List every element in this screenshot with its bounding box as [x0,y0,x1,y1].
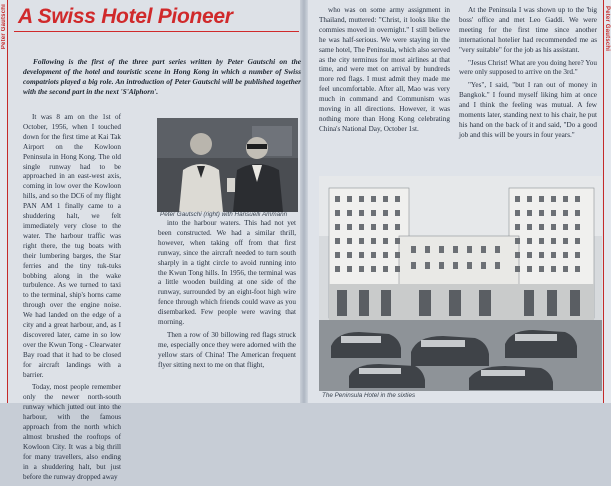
paragraph: who was on some army assignment in Thailand, muttered: "Christ, it looks like the commies moved in overnight." I still believe he was half-serious. We were staying in the same hotel, The Peninsula, which also served as the city terminus for most airlines at that time, and were met on arrival by hundreds more red flags. I must admit they made me feel uncomfortable. After all, Mao was very much in command and Communism was moving in all directions. However, it was nothing more than Hong Kong celebrating China's National Day, October 1st. [319,6,450,133]
paragraph: "Jesus Christ! What are you doing here? You were only supposed to arrive on the 3rd." [459,58,597,77]
intro-paragraph: Following is the first of the three part series written by Peter Gautschi on the development of the hotel and touristic scene in Hong Kong in which a number of Swiss compatriots played a big role. An introduction of Peter Gautschi will be published together with the second part in the next 'S'Alphorn'. [23,57,301,97]
paragraph: into the harbour waters. This had not yet been constructed. We had a similar thrill, however, when taking off from that first runway, since the aircraft needed to turn south sharply in a tight circle to avoid running into the Kwun Tong hills. In 1956, the terminal was a little wooden building at one side of the runway, surrounded by an eight-foot high wire fence through which friends could wave as you disembarked. Few people were waving that morning. [158,219,296,327]
hotel-photo [319,176,602,391]
hotel-caption: The Peninsula Hotel in the sixties [322,392,416,399]
paragraph: It was 8 am on the 1st of October, 1956, when I touched down for the first time at Kai Tak Airport on the Kowloon Peninsula in Hong Kong. The old single runway had to be approached in an east-west axis, coming in low over the Kowloon hills, and so the DC6 of my flight PAN AM 1 finally came to a shuddering halt, we felt immediately very close to the water. The harbour traffic was right there, the tug boats with their lumbering barges, the Star ferries and the tiny tuk-tuks bobbing along in the wake turbulence. As we turned to taxi to the terminal, ship's horns came through over the engine noise. We had landed on the edge of a city and a great harbour, and, as I discovered later, came in so low over the Kwun Tong - Clearwater Bay road that it had to be closed for aircraft landings with a barrier. [23,113,121,379]
side-label-right: Peter Gautschi [604,6,610,52]
text-column-4 [459,6,597,144]
paragraph: Today, most people remember only the newer north-south runway which jutted out into the harbour, with the famous approach from the north which almost brushed the rooftops of Kowloon City. It was a big thrill for many travellers, also ending in a shuddering halt, but just before the runway dropped away [23,383,121,481]
page-gutter [300,0,308,403]
paragraph: Then a row of 30 billowing red flags struck me, especially once they were adorned with the yellow stars of China! The American frequent flyer sitting next to me on that flight, [158,330,296,369]
right-side-strip [603,0,611,403]
text-column-2 [158,219,296,374]
text-column-3 [319,6,450,138]
portrait-caption: Peter Gautschi (right) with Hansuelli Ammann [160,211,288,218]
paragraph: "Yes", I said, "but I ran out of money in Bangkok." I found myself liking him at once and I think the feeling was mutual. A few moments later, standing next to his chair, he put his hand on the back of it and said, "Do a good job and this will be yours in four years." [459,81,597,139]
paragraph: At the Peninsula I was shown up to the 'big boss' office and met Leo Gaddi. We were meeting for the first time since another international hotelier had recommended me as "very suitable" for the job as his assistant. [459,6,597,54]
article-title: A Swiss Hotel Pioneer [18,5,233,28]
text-column-1 [23,113,121,486]
side-label-left: Peter Gautschi [1,4,7,50]
article-intro [23,57,301,97]
left-side-strip [0,0,8,403]
title-underline [14,31,299,32]
portrait-photo [157,118,298,212]
